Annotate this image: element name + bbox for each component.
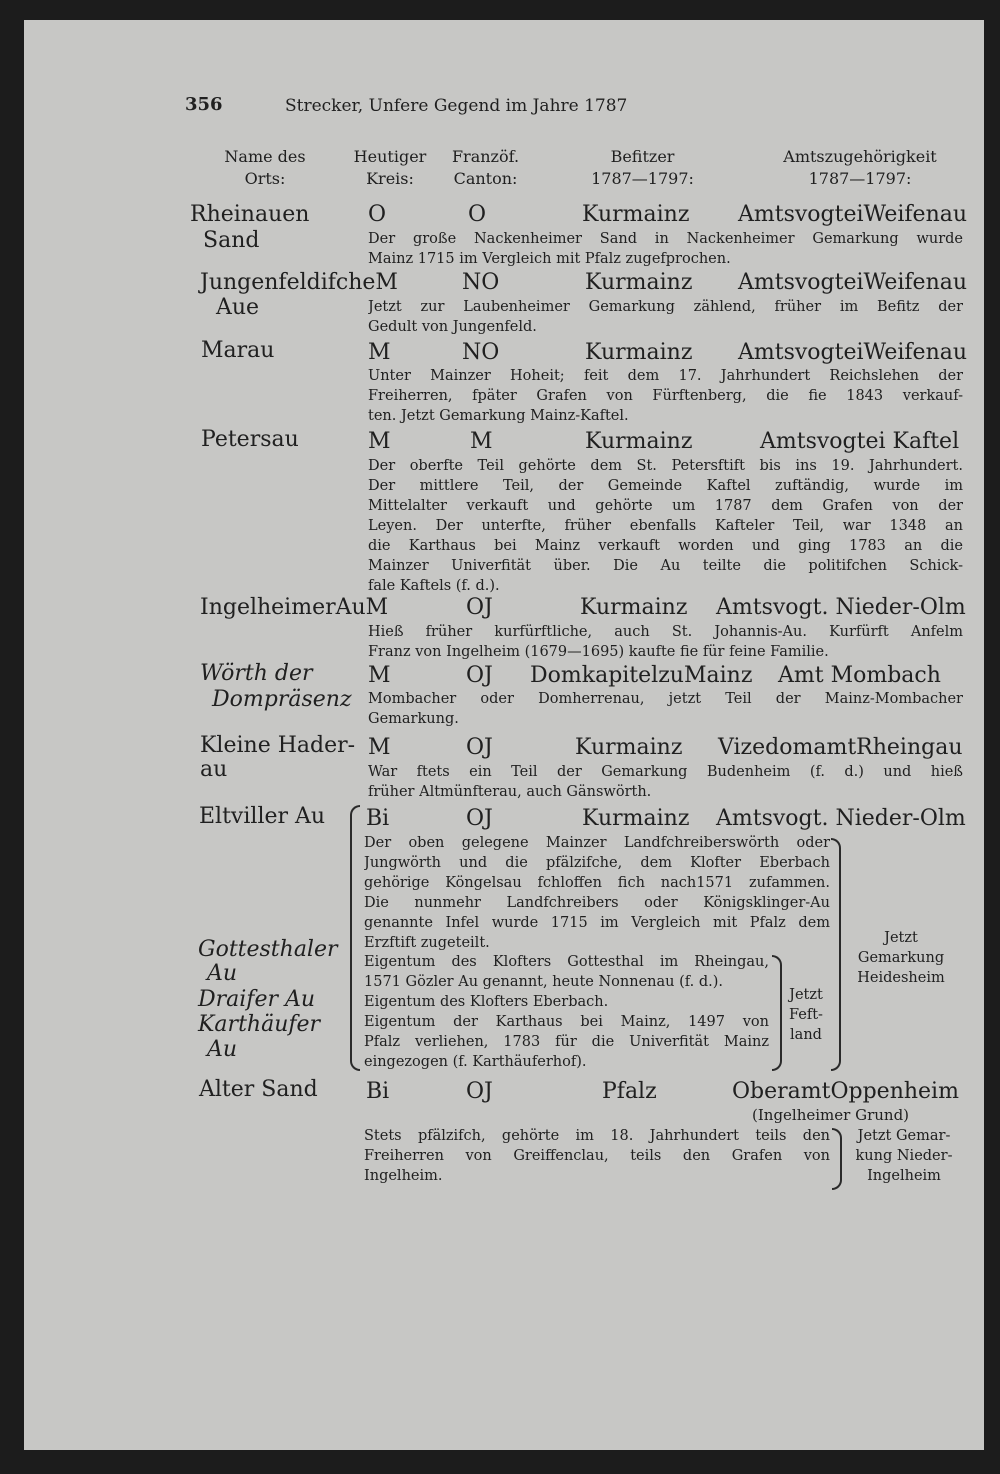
entry-name: Wörth der xyxy=(200,661,313,686)
entry-canton: NO xyxy=(462,340,500,365)
entry-description: Mombacher oder Domherrenau, jetzt Teil der Mainz-Mombacher Gemarkung. xyxy=(368,691,963,727)
entry-name: Gottesthaler xyxy=(198,937,338,962)
niederingelheim-brace xyxy=(832,1128,842,1190)
niederingelheim-note: Jetzt Gemar- kung Nieder- Ingelheim xyxy=(855,1128,953,1184)
entry-description: Eigentum des Klofters Gottesthal im Rheingau, 1571 Gözler Au genannt, heute Nonnenau (f. d.). xyxy=(364,954,769,990)
entry-description: Stets pfälzifch, gehörte im 18. Jahrhundert teils den Freiherren von Greiffenclau, teils den Grafen von Ingelheim. xyxy=(364,1128,830,1184)
entry-amt: Amt Mombach xyxy=(778,663,941,688)
entry-name: Eltviller Au xyxy=(199,804,326,829)
entry-besitzer: Kurmainz xyxy=(585,340,693,365)
entry-besitzer: Kurmainz xyxy=(585,429,693,454)
entry-amt: AmtsvogteiWeifenau xyxy=(738,270,968,295)
entry-besitzer: Pfalz xyxy=(602,1079,657,1104)
entry-kreis: O xyxy=(368,202,387,227)
page-number: 356 xyxy=(185,94,223,115)
festland-note: Jetzt Feft- land xyxy=(789,987,823,1043)
entry-canton: M xyxy=(470,429,493,454)
entry-description: Unter Mainzer Hoheit; feit dem 17. Jahrhundert Reichslehen der Freiherren, fpäter Grafen von Fürftenberg, die fie 1843 verkauf- ten. Jetzt Gemarkung Mainz-Kaftel. xyxy=(368,368,963,424)
entry-amt: OberamtOppenheim xyxy=(732,1079,959,1104)
entry-besitzer: Kurmainz xyxy=(580,595,688,620)
entry-name: Karthäufer xyxy=(198,1012,321,1037)
heidesheim-note: Jetzt Gemarkung Heidesheim xyxy=(857,930,945,986)
entry-description: Jetzt zur Laubenheimer Gemarkung zählend, früher im Befitz der Gedult von Jungenfeld. xyxy=(368,299,963,335)
entry-name-cont: Dompräsenz xyxy=(212,687,352,712)
entry-name: Kleine Hader- xyxy=(200,733,356,758)
entry-amt: AmtsvogteiWeifenau xyxy=(738,340,968,365)
col-header-besitzer: Befitzer 1787—1797: xyxy=(591,147,694,188)
col-header-canton: Franzöf. Canton: xyxy=(451,147,520,188)
entry-name-cont: Sand xyxy=(203,228,260,253)
entry-amt: Amtsvogtei Kaftel xyxy=(760,429,960,454)
entry-canton: O xyxy=(468,202,487,227)
entry-amt-note: (Ingelheimer Grund) xyxy=(752,1106,910,1124)
running-title: Strecker, Unfere Gegend im Jahre 1787 xyxy=(285,96,628,116)
entry-besitzer: Kurmainz xyxy=(582,202,690,227)
col-header-amt: Amtszugehörigkeit 1787—1797: xyxy=(783,147,937,188)
entry-kreis: Bi xyxy=(366,806,390,831)
entry-name: Draifer Au xyxy=(198,987,316,1012)
entry-description: War ftets ein Teil der Gemarkung Budenheim (f. d.) und hieß früher Altmünfterau, auch Gänswörth. xyxy=(368,764,963,800)
entry-canton: OJ xyxy=(466,735,493,760)
entry-name: Alter Sand xyxy=(199,1077,318,1102)
entry-description: Eigentum der Karthaus bei Mainz, 1497 von Pfalz verliehen, 1783 für die Univerfität Mainz eingezogen (f. Karthäuferhof). xyxy=(364,1014,769,1070)
entry-canton: OJ xyxy=(466,663,493,688)
entry-kreis: Bi xyxy=(366,1079,390,1104)
entry-name-cont: Aue xyxy=(216,295,260,320)
entry-description: Der große Nackenheimer Sand in Nackenheimer Gemarkung wurde Mainz 1715 im Vergleich mit Pfalz zugefprochen. xyxy=(368,231,963,267)
entry-name-cont: au xyxy=(200,757,228,782)
col-header-kreis: Heutiger Kreis: xyxy=(353,147,427,188)
entry-name-cont: Au xyxy=(207,961,238,986)
entry-description: Der oberfte Teil gehörte dem St. Petersftift bis ins 19. Jahrhundert. Der mittlere Teil, der Gemeinde Kaftel zuftändig, wurde im Mittelalter verkauft und gehörte um 1787 dem Grafen von der Leyen. Der unterfte, früher ebenfalls Kafteler Teil, war 1348 an die Karthaus bei Mainz verkauft worden und ging 1783 an die Mainzer Univerfität über. Die Au teilte die politifchen Schick- fale Kaftels (f. d.). xyxy=(368,458,963,594)
entry-kreis: M xyxy=(368,429,391,454)
entry-description: Der oben gelegene Mainzer Landfchreiberswörth oder Jungwörth und die pfälzifche, dem Klofter Eberbach gehörige Köngelsau fchloffen fich nach1571 zufammen. Die nunmehr Landfchreibers oder Königsklinger-Au genannte Infel wurde 1715 im Vergleich mit Pfalz dem Erzftift zugeteilt. xyxy=(364,835,830,951)
entry-description: Hieß früher kurfürftliche, auch St. Johannis-Au. Kurfürft Anfelm Franz von Ingelheim (1679—1695) kaufte fie für feine Familie. xyxy=(368,624,963,660)
entry-name: Marau xyxy=(201,338,275,363)
entry-name: Petersau xyxy=(201,427,299,452)
entry-kreis: M xyxy=(368,735,391,760)
col-header-name: Name des Orts: xyxy=(224,147,306,188)
entry-name: Rheinauen xyxy=(190,202,310,227)
entry-kreis: M xyxy=(368,340,391,365)
entry-canton: NO xyxy=(462,270,500,295)
entry-description: Eigentum des Klofters Eberbach. xyxy=(364,994,609,1010)
entry-besitzer: Kurmainz xyxy=(575,735,683,760)
entry-amt: VizedomamtRheingau xyxy=(718,735,963,760)
entry-amt: Amtsvogt. Nieder-Olm xyxy=(716,806,966,831)
entry-name: IngelheimerAuM xyxy=(200,595,389,620)
entry-kreis: M xyxy=(368,663,391,688)
entry-amt: AmtsvogteiWeifenau xyxy=(738,202,968,227)
entry-besitzer: Kurmainz xyxy=(585,270,693,295)
heidesheim-brace xyxy=(831,838,841,1071)
entry-canton: OJ xyxy=(466,1079,493,1104)
entry-amt: Amtsvogt. Nieder-Olm xyxy=(716,595,966,620)
entry-canton: OJ xyxy=(466,595,493,620)
entry-canton: OJ xyxy=(466,806,493,831)
entry-besitzer: DomkapitelzuMainz xyxy=(530,663,753,688)
entry-besitzer: Kurmainz xyxy=(582,806,690,831)
festland-brace xyxy=(772,955,782,1071)
group-left-brace xyxy=(350,805,360,1071)
entry-name-cont: Au xyxy=(207,1037,238,1062)
entry-name: JungenfeldifcheM xyxy=(200,270,398,295)
